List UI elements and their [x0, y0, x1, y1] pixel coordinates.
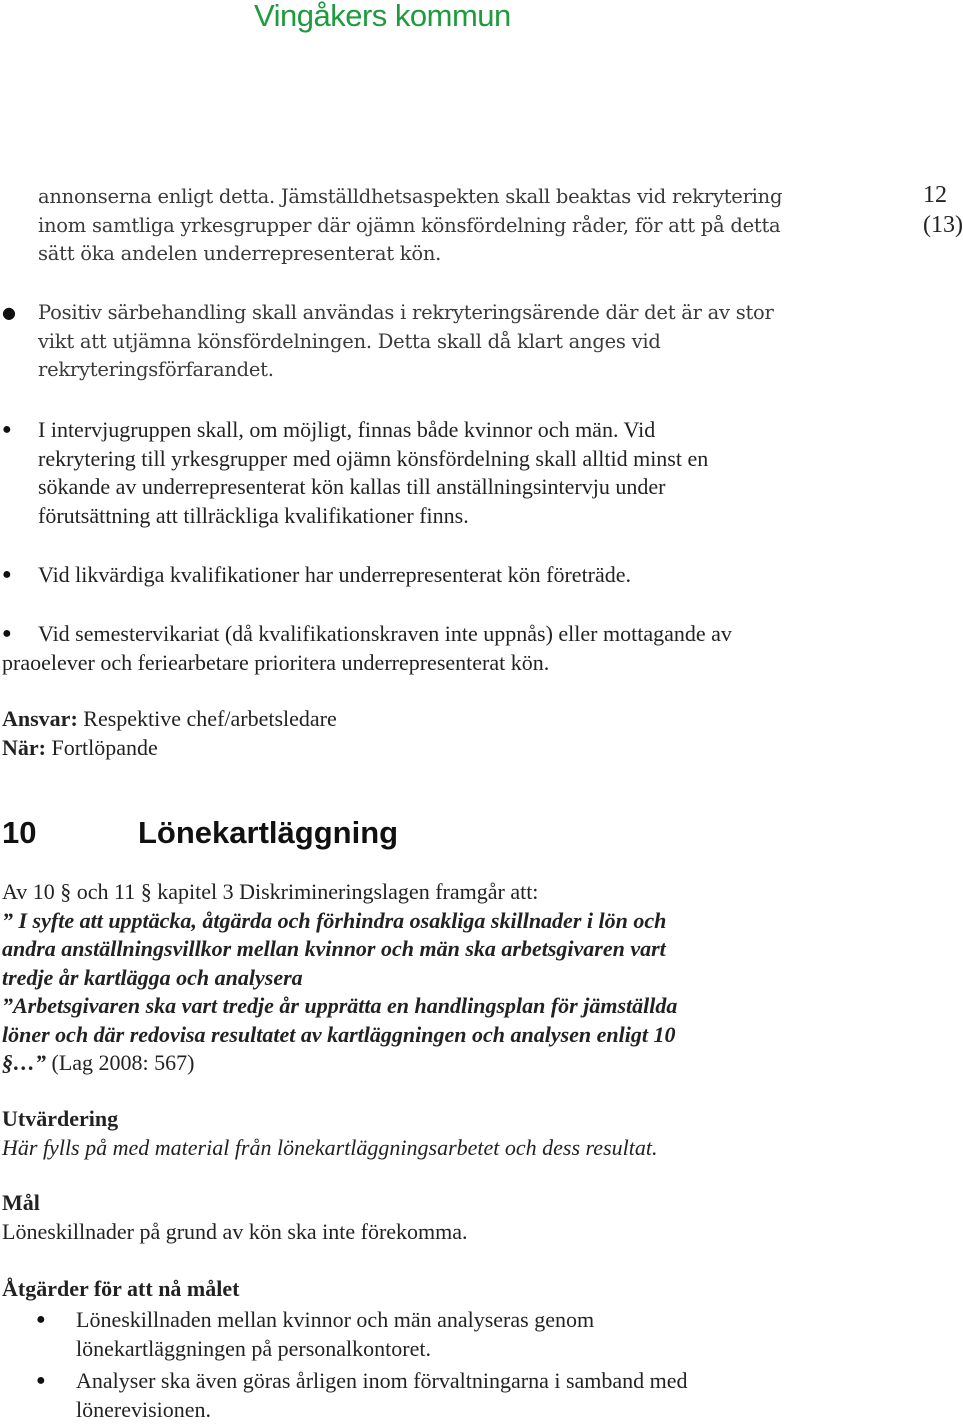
- bullet-item: [2, 620, 732, 677]
- mal-heading: Mål: [2, 1189, 468, 1218]
- law-quote-line: andra anställningsvillkor mellan kvinnor och män ska arbetsgivaren vart: [2, 935, 677, 964]
- bullet-icon: ●: [2, 416, 12, 444]
- bullet-icon: ●: [2, 299, 16, 327]
- atgarder-item: [76, 1367, 688, 1424]
- law-intro: Av 10 § och 11 § kapitel 3 Diskrimineringslagen framgår att:: [2, 878, 677, 907]
- bullet-line: vikt att utjämna könsfördelningen. Detta skall då klart anges vid: [38, 328, 774, 357]
- bullet-item: [38, 416, 708, 530]
- atgarder-line: lönekartläggningen på personalkontoret.: [76, 1335, 594, 1364]
- mal-block: [2, 1189, 468, 1246]
- atgarder-item: [76, 1306, 594, 1363]
- bullet-icon: ●: [2, 561, 12, 589]
- atgarder-heading: Åtgärder för att nå målet: [2, 1275, 239, 1304]
- intro-line: inom samtliga yrkesgrupper där ojämn könsfördelning råder, för att på detta: [38, 212, 782, 241]
- atgarder-block: [2, 1275, 239, 1304]
- nar-label: När:: [2, 735, 46, 760]
- bullet-line: praoelever och feriearbetare prioritera underrepresenterat kön.: [2, 649, 732, 678]
- intro-paragraph: [38, 183, 782, 269]
- law-quote-line: ” I syfte att upptäcka, åtgärda och förhindra osakliga skillnader i lön och: [2, 907, 677, 936]
- utvardering-text: Här fylls på med material från lönekartläggningsarbetet och dess resultat.: [2, 1134, 657, 1163]
- law-reference: (Lag 2008: 567): [46, 1050, 194, 1075]
- utvardering-block: [2, 1105, 657, 1162]
- law-quote-line: löner och där redovisa resultatet av kartläggningen och analysen enligt 10: [2, 1021, 677, 1050]
- bullet-icon: ●: [36, 1367, 46, 1395]
- ansvar-label: Ansvar:: [2, 706, 78, 731]
- mal-text: Löneskillnader på grund av kön ska inte förekomma.: [2, 1218, 468, 1247]
- bullet-item: [38, 561, 631, 590]
- law-quote-end: §…”: [2, 1050, 46, 1075]
- bullet-line: Positiv särbehandling skall användas i rekryteringsärende där det är av stor: [38, 299, 774, 328]
- atgarder-line: lönerevisionen.: [76, 1396, 688, 1424]
- bullet-line: sökande av underrepresenterat kön kallas till anställningsintervju under: [38, 473, 708, 502]
- nar-value: Fortlöpande: [46, 735, 158, 760]
- section-heading: [2, 815, 398, 851]
- utvardering-heading: Utvärdering: [2, 1105, 657, 1134]
- section-number: 10: [2, 815, 138, 851]
- bullet-line: Vid likvärdiga kvalifikationer har underrepresenterat kön företräde.: [38, 561, 631, 590]
- intro-line: sätt öka andelen underrepresenterat kön.: [38, 240, 782, 269]
- law-quote-line: tredje år kartlägga och analysera: [2, 964, 677, 993]
- atgarder-line: Löneskillnaden mellan kvinnor och män analyseras genom: [76, 1306, 594, 1335]
- bullet-line: rekryteringsförfarandet.: [38, 356, 774, 385]
- ansvar-value: Respektive chef/arbetsledare: [78, 706, 337, 731]
- section-title: Lönekartläggning: [138, 815, 398, 850]
- intro-line: annonserna enligt detta. Jämställdhetsaspekten skall beaktas vid rekrytering: [38, 183, 782, 212]
- municipality-brand: Vingåkers kommun: [254, 0, 511, 34]
- bullet-line: rekrytering till yrkesgrupper med ojämn könsfördelning skall alltid minst en: [38, 445, 708, 474]
- bullet-icon: ●: [2, 620, 12, 648]
- bullet-line: I intervjugruppen skall, om möjligt, finnas både kvinnor och män. Vid: [38, 416, 708, 445]
- responsibility-block: [2, 705, 337, 762]
- law-paragraph: [2, 878, 677, 1078]
- bullet-icon: ●: [36, 1306, 46, 1334]
- law-quote-line: ”Arbetsgivaren ska vart tredje år upprätta en handlingsplan för jämställda: [2, 992, 677, 1021]
- bullet-item: [38, 299, 774, 385]
- atgarder-line: Analyser ska även göras årligen inom förvaltningarna i samband med: [76, 1367, 688, 1396]
- bullet-line: förutsättning att tillräckliga kvalifikationer finns.: [38, 502, 708, 531]
- bullet-line: Vid semestervikariat (då kvalifikationskraven inte uppnås) eller mottagande av: [38, 621, 732, 646]
- page-number: 12 (13): [923, 180, 960, 224]
